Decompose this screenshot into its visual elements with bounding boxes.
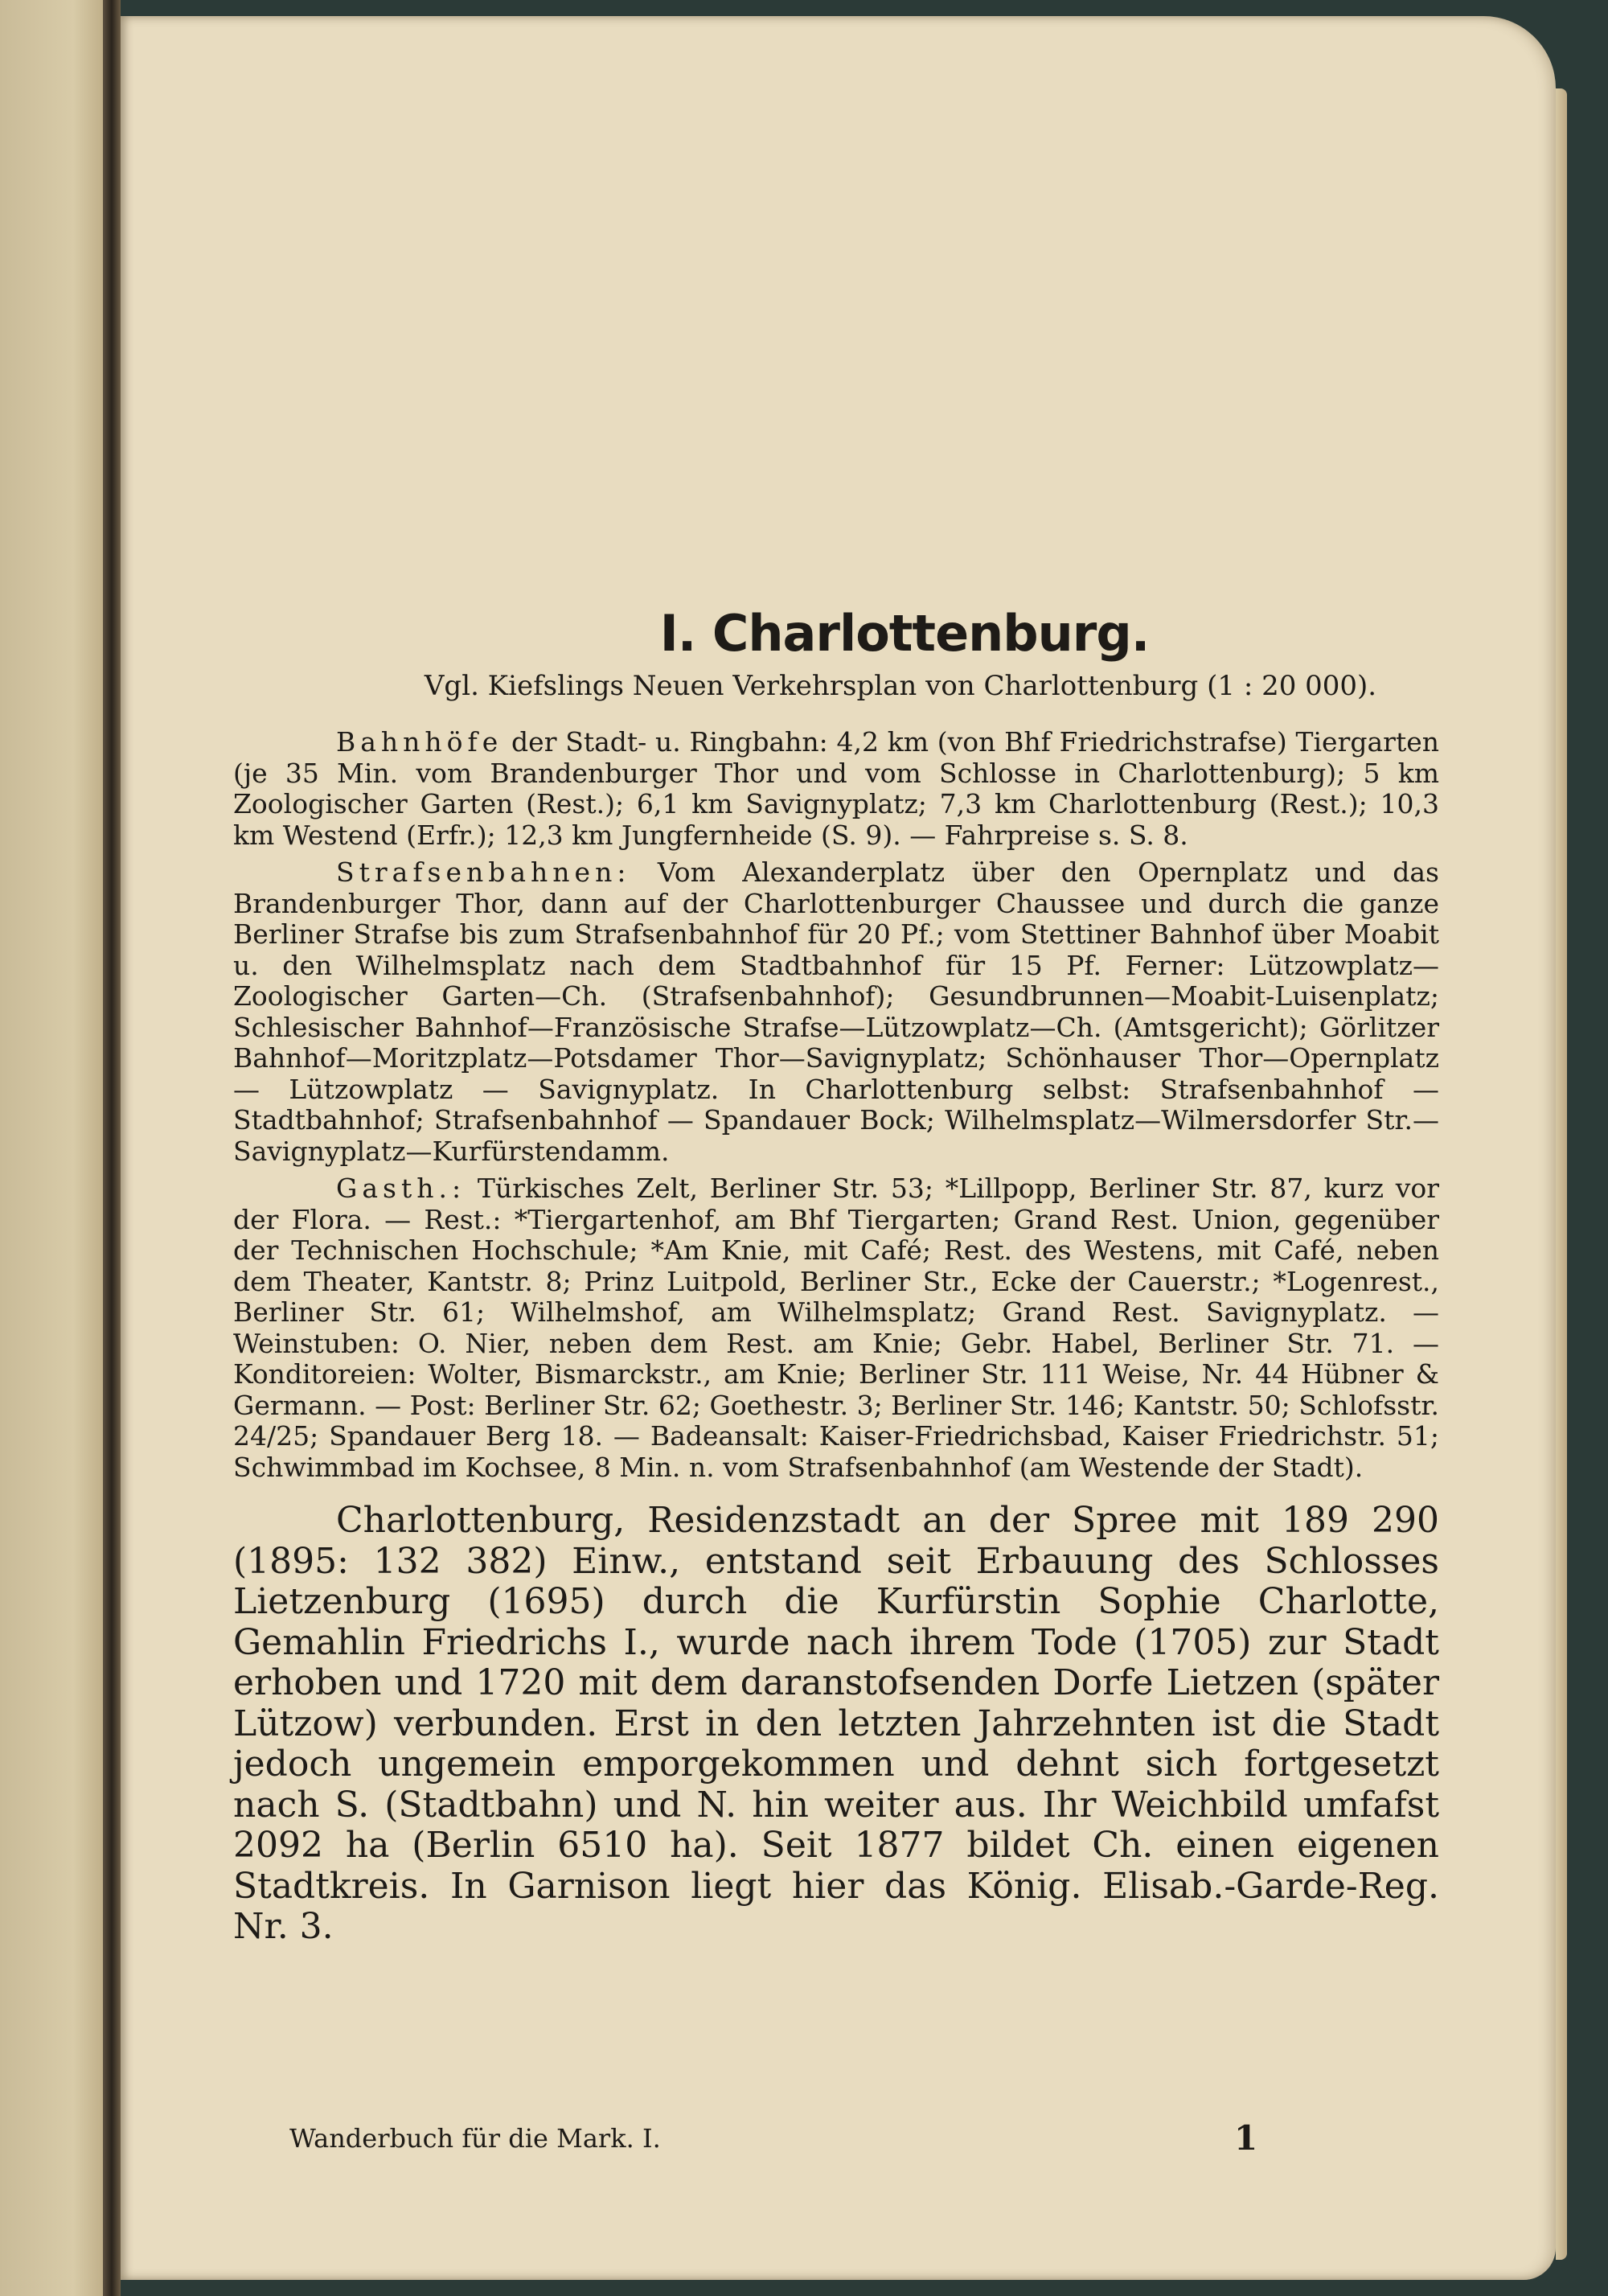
book-page [121, 16, 1556, 2280]
chapter-title: I. Charlottenburg. [659, 604, 1150, 663]
text-strassenbahnen: Vom Alexanderplatz über den Opernplatz und das Brandenburger Thor, dann auf der Charlottenburger Chaussee und durch die ganze Berliner Strafse bis zum Strafsenbahnhof für 20 Pf.; vom Stettiner Bahnhof über Moabit u. den Wilhelmsplatz nach dem Stadtbahnhof für 15 Pf. Ferner: Lützowplatz—Zoologischer Garten—Ch. (Strafsenbahnhof); Gesundbrunnen—Moabit-Luisenplatz; Schlesischer Bahnhof—Französische Strafse—Lützowplatz—Ch. (Amtsgericht); Görlitzer Bahnhof—Moritzplatz—Potsdamer Thor—Savignyplatz; Schönhauser Thor—Opernplatz — Lützowplatz — Savignyplatz. In Charlottenburg selbst: Strafsenbahnhof — Stadtbahnhof; Strafsenbahnhof — Spandauer Bock; Wilhelmsplatz—Wilmersdorfer Str.—Savignyplatz—Kurfürstendamm. [233, 856, 1439, 1167]
paragraph-strassenbahnen [233, 857, 1439, 1167]
facing-page-edge [0, 0, 105, 2296]
paragraph-bahnhoefe [233, 727, 1439, 851]
chapter-subtitle: Vgl. Kiefslings Neuen Verkehrsplan von Charlottenburg (1 : 20 000). [424, 670, 1377, 702]
paragraph-description: Charlottenburg, Residenzstadt an der Spree mit 189 290 (1895: 132 382) Einw., entstand seit Erbauung des Schlosses Lietzenburg (1695) durch die Kurfürstin Sophie Charlotte, Gemahlin Friedrichs I., wurde nach ihrem Tode (1705) zur Stadt erhoben und 1720 mit dem daranstofsenden Dorfe Lietzen (später Lützow) verbunden. Erst in den letzten Jahrzehnten ist die Stadt jedoch ungemein emporgekommen und dehnt sich fortgesetzt nach S. (Stadtbahn) und N. hin weiter aus. Ihr Weichbild umfafst 2092 ha (Berlin 6510 ha). Seit 1877 bildet Ch. einen eigenen Stadtkreis. In Garnison liegt hier das König. Elisab.-Garde-Reg. Nr. 3. [233, 1500, 1439, 1947]
heading-gasth: Gasth.: [336, 1173, 466, 1204]
paragraph-gasth [233, 1173, 1439, 1483]
page-footer [289, 2118, 1447, 2158]
heading-bahnhoefe: Bahnhöfe [336, 726, 503, 758]
book-gutter [103, 0, 121, 2296]
text-gasth: Türkisches Zelt, Berliner Str. 53; *Lillpopp, Berliner Str. 87, kurz vor der Flora. — Rest.: *Tiergartenhof, am Bhf Tiergarten; Grand Rest. Union, gegenüber der Technischen Hochschule; *Am Knie, mit Café; Rest. des Westens, mit Café, neben dem Theater, Kantstr. 8; Prinz Luitpold, Berliner Str., Ecke der Cauerstr.; *Logenrest., Berliner Str. 61; Wilhelmshof, am Wilhelmsplatz; Grand Rest. Savignyplatz. — Weinstuben: O. Nier, neben dem Rest. am Knie; Gebr. Habel, Berliner Str. 71. — Konditoreien: Wolter, Bismarckstr., am Knie; Berliner Str. 111 Weise, Nr. 44 Hübner & Germann. — Post: Berliner Str. 62; Goethestr. 3; Berliner Str. 146; Kantstr. 50; Schlofsstr. 24/25; Spandauer Berg 18. — Badeansalt: Kaiser-Friedrichsbad, Kaiser Friedrichstr. 51; Schwimmbad im Kochsee, 8 Min. n. vom Strafsenbahnhof (am Westende der Stadt). [233, 1173, 1440, 1483]
page-content [233, 603, 1439, 1948]
page-stack-edge [1556, 88, 1567, 2260]
text-bahnhoefe: der Stadt- u. Ringbahn: 4,2 km (von Bhf Friedrichstrafse) Tiergarten (je 35 Min. vom Brandenburger Thor und vom Schlosse in Charlottenburg); 5 km Zoologischer Garten (Rest.); 6,1 km Savignyplatz; 7,3 km Charlottenburg (Rest.); 10,3 km Westend (Erfr.); 12,3 km Jungfernheide (S. 9). — Fahrpreise s. S. 8. [233, 726, 1439, 851]
page-number: 1 [1234, 2118, 1258, 2158]
heading-strassenbahnen: Strafsenbahnen: [336, 856, 631, 888]
footer-book-title: Wanderbuch für die Mark. I. [289, 2123, 661, 2154]
